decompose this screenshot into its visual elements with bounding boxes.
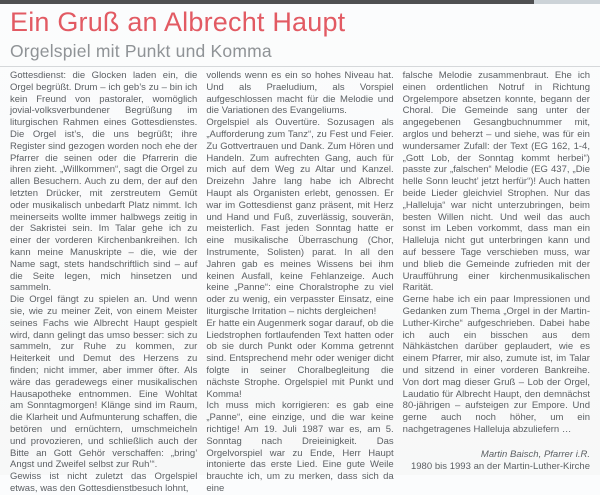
paragraph: Gerne habe ich ein paar Impressionen und Gedanken zum Thema „Orgel in der Martin-Luther-Kirche“ aufgeschrieben. Dabei habe ich auch ein bisschen aus dem Nähkästchen darüber geplaudert, wie es einem Pfarrer, mir also, zumute ist, im Talar und sitzend in einer vorderen Bankreihe. Von dort mag dieser Gruß – Lob der Orgel, Laudatio für Albrecht Haupt, den demnächst 80-jährigen – aufsteigen zur Empore. Und gerne auch noch höher, um ein nachgetragenes Halleluja abzuliefern …	[402, 294, 590, 435]
signature-tenure: 1980 bis 1993 an der Martin-Luther-Kirche	[410, 460, 590, 472]
paragraph: Gottesdienst: die Glocken laden ein, die Orgel begrüßt. Drum – ich geb’s zu – bin ich kein Freund von pastoraler, womöglich jovial-volksverbundener Begrüßung im liturgischen Rahmen eines Gottesdienstes. Die Orgel ist’s, die uns begrüßt; ihre Register sind gezogen worden noch ehe der Pfarrer die seinen oder die Pfarrerin die ihren zieht. „Willkommen“, sagt die Orgel zu allen Besuchern. Auch zu dem, der auf den letzten Drücker, mit zerstreutem Gemüt oder musikalisch unbedarft Platz nimmt. Ich meinerseits wollte immer halbwegs zeitig in der Sakristei sein. Im Talar gehe ich zu einer der vorderen Kirchenbankreihen. Ich kann meine Manuskripte – die, wie der Name sagt, stets handschriftlich sind – auf die Seite legen, mich hinsetzen und sammeln.	[10, 70, 198, 294]
paragraph: Orgelspiel als Ouvertüre. Sozusagen als „Aufforderung zum Tanz“, zu Fest und Feier. Zu Gottvertrauen und Dank. Zum Hören und Handeln. Zum aufrechten Gang, auch für mich auf dem Weg zu Altar und Kanzel. Dreizehn Jahre lang habe ich Albrecht Haupt als Organisten erlebt, genossen. Er war im Gottesdienst ganz präsent, mit Herz und Hand und Fuß, zuverlässig, souverän, meisterlich. Fast jeden Sonntag hatte er eine musikalische Überraschung (Chor, Instrumente, Solisten) parat. In all den Jahren gab es meines Wissens bei ihm keinen Ausfall, keine Fehlanzeige. Auch keine „Panne“: eine Choralstrophe zu viel oder zu wenig, ein verpasster Einsatz, eine liturgische Irritation – nichts dergleichen!	[206, 117, 394, 317]
page-subtitle: Orgelspiel mit Punkt und Komma	[10, 41, 272, 61]
paragraph: falsche Melodie zusammenbraut. Ehe ich einen ordentlichen Notruf in Richtung Orgelempore absetzen konnte, begann der Choral. Die Gemeinde sang unter der angegebenen Gesangbuchnummer mit, arglos und beherzt – und siehe, was für ein wundersamer Zufall: der Text (EG 162, 1-4, „Gott Lob, der Sonntag kommt herbei“) passte zur „falschen“ Melodie (EG 437, „Die helle Sonn leucht’ jetzt herfür“)! Auch hatten beide Lieder gleichviel Strophen. Nur das „Halleluja“ war nicht unterzubringen, beim besten Willen nicht. Und weil das auch sonst im Leben vorkommt, dass man ein Halleluja nicht gut unterbringen kann und auf bessere Tage verschieben muss, war und blieb die Gemeinde zufrieden mit der Uraufführung einer kirchenmusikalischen Rarität.	[402, 70, 590, 294]
paragraph: Ich muss mich korrigieren: es gab eine „Panne“, eine einzige, und die war keine richtige! Am 19. Juli 1987 war es, am 5. Sonntag nach Dreieinigkeit. Das Orgelvorspiel war zu Ende, Herr Haupt intonierte das erste Lied. Eine gute Weile brauchte ich, um zu merken, dass sich da eine	[206, 400, 394, 494]
scan-artifact-top-right-bar	[534, 0, 600, 4]
article-column-2	[206, 70, 393, 495]
article-body	[10, 70, 590, 495]
article-column-3	[403, 70, 590, 495]
paragraph: vollends wenn es ein so hohes Niveau hat. Und als Praeludium, als Vorspiel aufgeschlossen macht für die Melodie und die Variationen des Evangeliums.	[206, 70, 394, 117]
signature-author: Martin Baisch, Pfarrer i.R.	[480, 448, 590, 460]
page-title: Ein Gruß an Albrecht Haupt	[10, 7, 346, 37]
article-column-1	[10, 70, 197, 495]
signature-block	[403, 449, 590, 473]
paragraph: Gewiss ist nicht zuletzt das Orgelspiel etwas, was den Gottesdienstbesuch lohnt,	[10, 471, 198, 494]
paragraph: Die Orgel fängt zu spielen an. Und wenn sie, wie zu meiner Zeit, von einem Meister seines Fachs wie Albrecht Haupt gespielt wird, dann gelingt das umso besser: sich zu sammeln, zur Ruhe zu kommen, zur Heiterkeit und Demut des Herzens zu finden; nicht immer, aber immer öfter. Als wäre das geradewegs einer musikalischen Hausapotheke entnommen. Eine Wohltat am Sonntagmorgen! Klänge sind im Raum, die Klarheit und Aufmunterung schaffen, die betören und ernüchtern, umschmeicheln und provozieren, und schließlich auch der Bitte an Gott Gehör verschaffen: „bring’ Angst und Zweifel selbst zur Ruh’“.	[10, 294, 198, 471]
paragraph: Er hatte ein Augenmerk sogar darauf, ob die Liedstrophen fortlaufenden Text hatten oder ob sie durch Punkt oder Komma getrennt sind. Entsprechend mehr oder weniger dicht folgte in seiner Choralbegleitung die nächste Strophe. Orgelspiel mit Punkt und Komma!	[206, 317, 394, 400]
subtitle-divider	[0, 66, 600, 67]
scan-artifact-top-bar	[0, 0, 534, 4]
